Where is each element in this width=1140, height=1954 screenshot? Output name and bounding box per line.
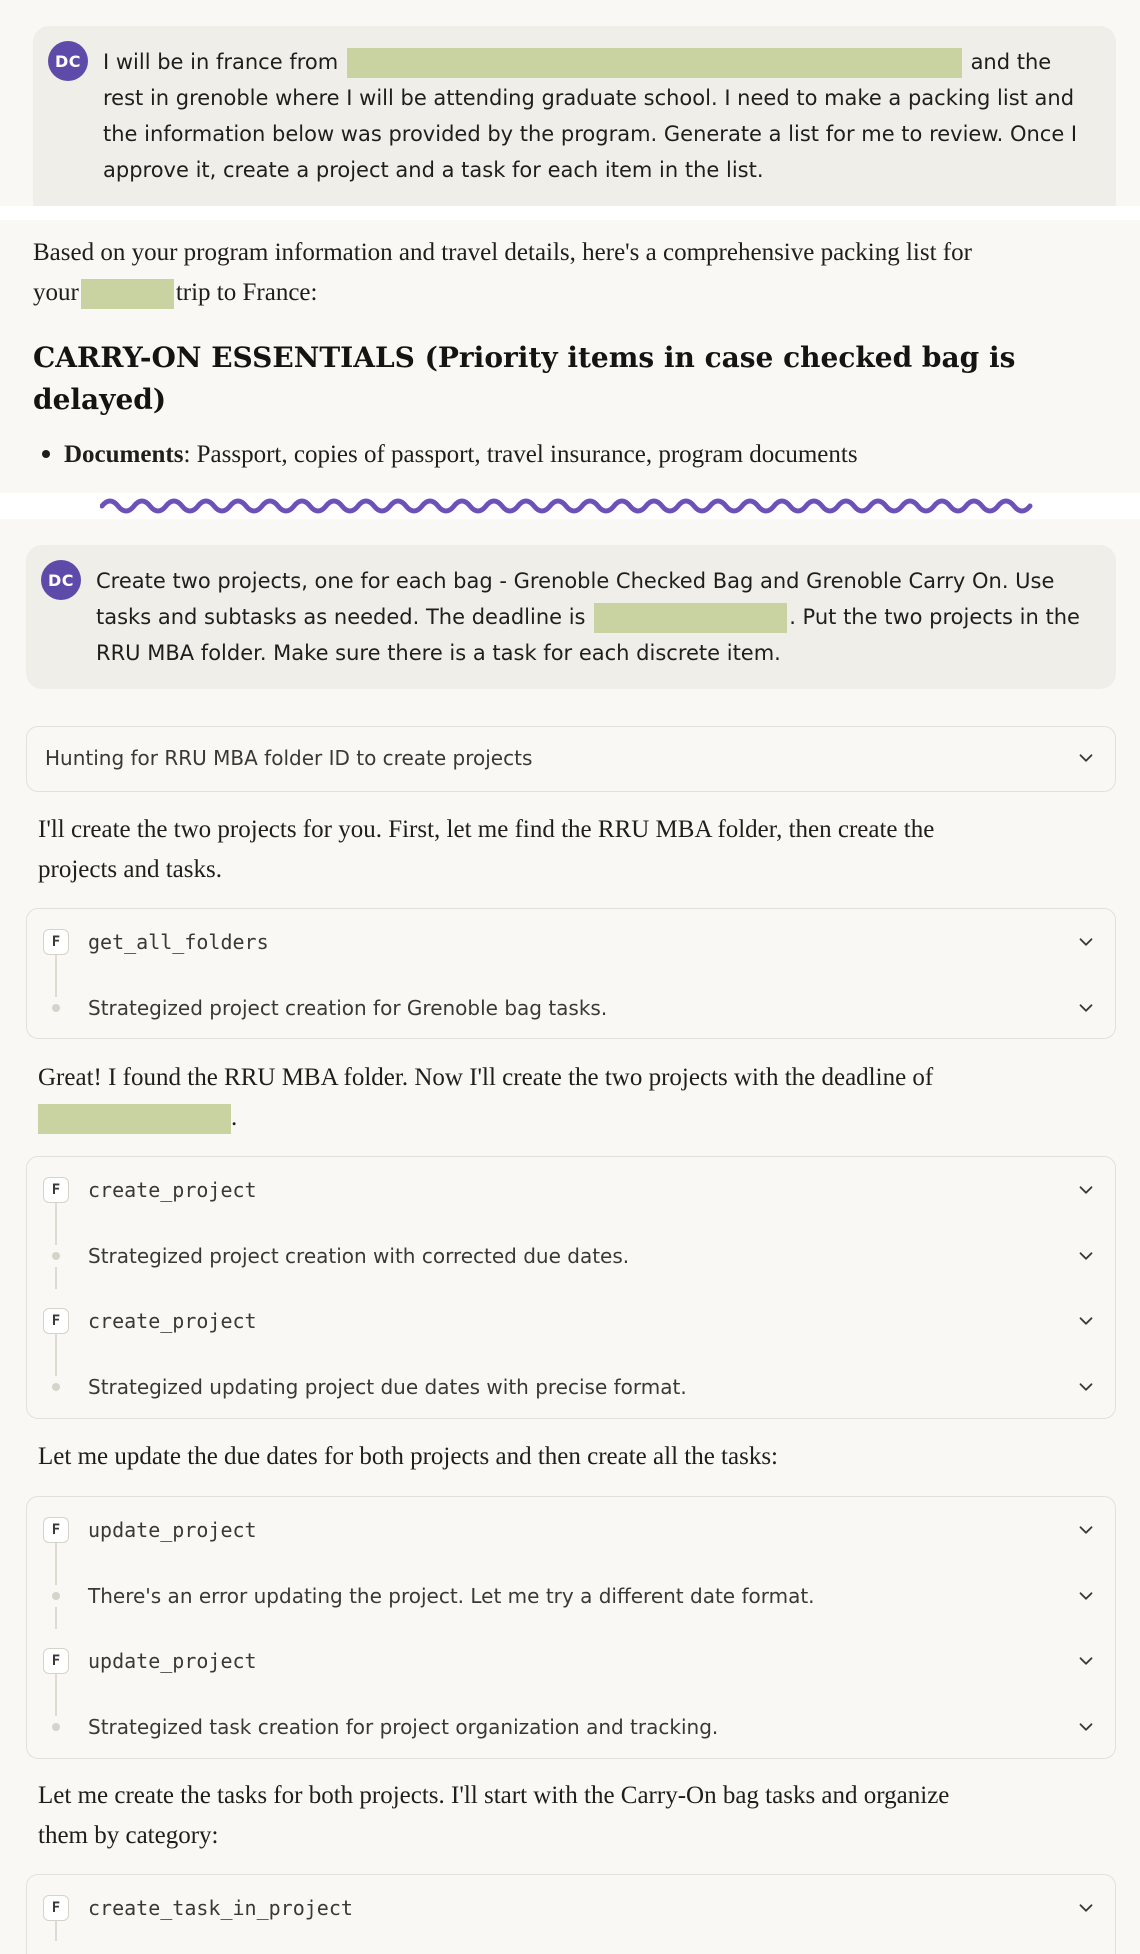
text: Let me create the tasks for both projects. I'll start with the Carry-On bag tasks and organize [38, 1782, 950, 1809]
section-divider [0, 206, 1140, 220]
text: I'll create the two projects for you. First, let me find the RRU MBA folder, then create the [38, 816, 935, 843]
text: projects and tasks. [38, 856, 222, 883]
tool-call-group-2 [26, 1156, 1116, 1419]
chevron-down-icon [1075, 931, 1097, 953]
function-icon: F [43, 929, 69, 955]
chevron-down-icon [1075, 1376, 1097, 1398]
text: your [33, 279, 79, 306]
text: . Put the two projects in the [789, 605, 1080, 629]
thought-row[interactable] [27, 975, 1115, 1041]
chevron-down-icon [1075, 1897, 1097, 1919]
text: rest in grenoble where I will be attending graduate school. I need to make a packing list and [103, 86, 1075, 110]
timeline-line [55, 1267, 57, 1289]
timeline-line [55, 1223, 57, 1245]
function-icon: F [43, 1517, 69, 1543]
timeline-dot-icon [52, 1004, 60, 1012]
assistant-response-1 [33, 233, 1113, 313]
thought-row[interactable] [27, 1563, 1115, 1629]
redaction [38, 1104, 231, 1134]
heading-line: delayed) [33, 383, 167, 416]
assistant-response-5 [38, 1776, 1108, 1856]
thinking-summary-label: Hunting for RRU MBA folder ID to create projects [45, 746, 533, 770]
function-name: create_project [88, 1309, 257, 1333]
timeline-line [55, 955, 57, 975]
chevron-down-icon [1075, 1245, 1097, 1267]
redaction [347, 48, 962, 78]
user-message-text [103, 44, 1103, 188]
function-name: update_project [88, 1518, 257, 1542]
chevron-down-icon [1075, 1716, 1097, 1738]
chevron-down-icon [1075, 747, 1097, 769]
thinking-summary-toggle[interactable] [26, 726, 1116, 792]
function-icon: F [43, 1648, 69, 1674]
function-name: get_all_folders [88, 930, 269, 954]
assistant-response-3 [38, 1058, 1108, 1138]
section-heading [33, 337, 1113, 421]
assistant-response-4 [38, 1437, 1108, 1477]
thought-text: Strategized project creation for Grenoble bag tasks. [88, 996, 608, 1020]
timeline-line [55, 1563, 57, 1585]
timeline-dot-icon [52, 1723, 60, 1731]
user-message-1 [33, 26, 1116, 206]
text: and the [970, 50, 1052, 74]
text: tasks and subtasks as needed. The deadline is [96, 605, 586, 629]
user-avatar: DC [41, 560, 81, 600]
timeline-line [55, 1674, 57, 1694]
timeline-line [55, 1354, 57, 1376]
thought-row[interactable] [27, 1354, 1115, 1420]
function-name: update_project [88, 1649, 257, 1673]
chevron-down-icon [1075, 1179, 1097, 1201]
text: trip to France: [175, 279, 318, 306]
timeline-line [55, 975, 57, 997]
text: approve it, create a project and a task for each item in the list. [103, 158, 764, 182]
tool-call-row[interactable] [27, 1628, 1115, 1694]
function-name: create_task_in_project [88, 1896, 353, 1920]
chevron-down-icon [1075, 1519, 1097, 1541]
chevron-down-icon [1075, 1585, 1097, 1607]
thought-text: Strategized updating project due dates with precise format. [88, 1375, 687, 1399]
text: the information below was provided by the program. Generate a list for me to review. Once I [103, 122, 1078, 146]
text: . [231, 1104, 238, 1131]
tool-call-row[interactable] [27, 1157, 1115, 1223]
text: Based on your program information and travel details, here's a comprehensive packing list for [33, 239, 972, 266]
bullet-icon [42, 450, 50, 458]
function-icon: F [43, 1895, 69, 1921]
tool-call-group-3 [26, 1496, 1116, 1759]
text: them by category: [38, 1822, 219, 1849]
tool-call-row[interactable] [27, 909, 1115, 975]
user-message-text [96, 563, 1106, 671]
thought-text: Strategized task creation for project organization and tracking. [88, 1715, 719, 1739]
timeline-line [55, 1607, 57, 1629]
bullet-label: Documents [64, 441, 184, 468]
bullet-item [38, 435, 1118, 475]
squiggle-separator-icon [100, 493, 1045, 519]
timeline-dot-icon [52, 1592, 60, 1600]
chevron-down-icon [1075, 997, 1097, 1019]
chevron-down-icon [1075, 1650, 1097, 1672]
tool-call-row[interactable] [27, 1288, 1115, 1354]
tool-call-row[interactable] [27, 1875, 1115, 1941]
redaction [594, 603, 787, 633]
function-icon: F [43, 1177, 69, 1203]
assistant-response-2 [38, 810, 1108, 890]
bullet-text: : Passport, copies of passport, travel insurance, program documents [183, 441, 858, 468]
thought-row[interactable] [27, 1694, 1115, 1760]
user-avatar: DC [48, 41, 88, 81]
thought-row[interactable] [27, 1223, 1115, 1289]
text: I will be in france from [103, 50, 339, 74]
timeline-line [55, 1921, 57, 1941]
tool-call-row[interactable] [27, 1497, 1115, 1563]
text: Let me update the due dates for both projects and then create all the tasks: [38, 1443, 779, 1470]
text: RRU MBA folder. Make sure there is a task for each discrete item. [96, 641, 781, 665]
text: Create two projects, one for each bag - Grenoble Checked Bag and Grenoble Carry On. Use [96, 569, 1055, 593]
timeline-line [55, 1334, 57, 1354]
tool-call-group-4 [26, 1874, 1116, 1954]
timeline-line [55, 1543, 57, 1563]
heading-line: CARRY-ON ESSENTIALS (Priority items in case checked bag is [33, 341, 1016, 374]
thought-text: There's an error updating the project. Let me try a different date format. [88, 1584, 815, 1608]
timeline-line [55, 1203, 57, 1223]
function-icon: F [43, 1308, 69, 1334]
text: Great! I found the RRU MBA folder. Now I'll create the two projects with the deadline of [38, 1064, 934, 1091]
timeline-dot-icon [52, 1383, 60, 1391]
function-name: create_project [88, 1178, 257, 1202]
timeline-line [55, 1694, 57, 1716]
redaction [81, 279, 174, 309]
user-message-2 [26, 545, 1116, 689]
timeline-dot-icon [52, 1252, 60, 1260]
tool-call-group-1 [26, 908, 1116, 1039]
thought-text: Strategized project creation with corrected due dates. [88, 1244, 630, 1268]
chevron-down-icon [1075, 1310, 1097, 1332]
